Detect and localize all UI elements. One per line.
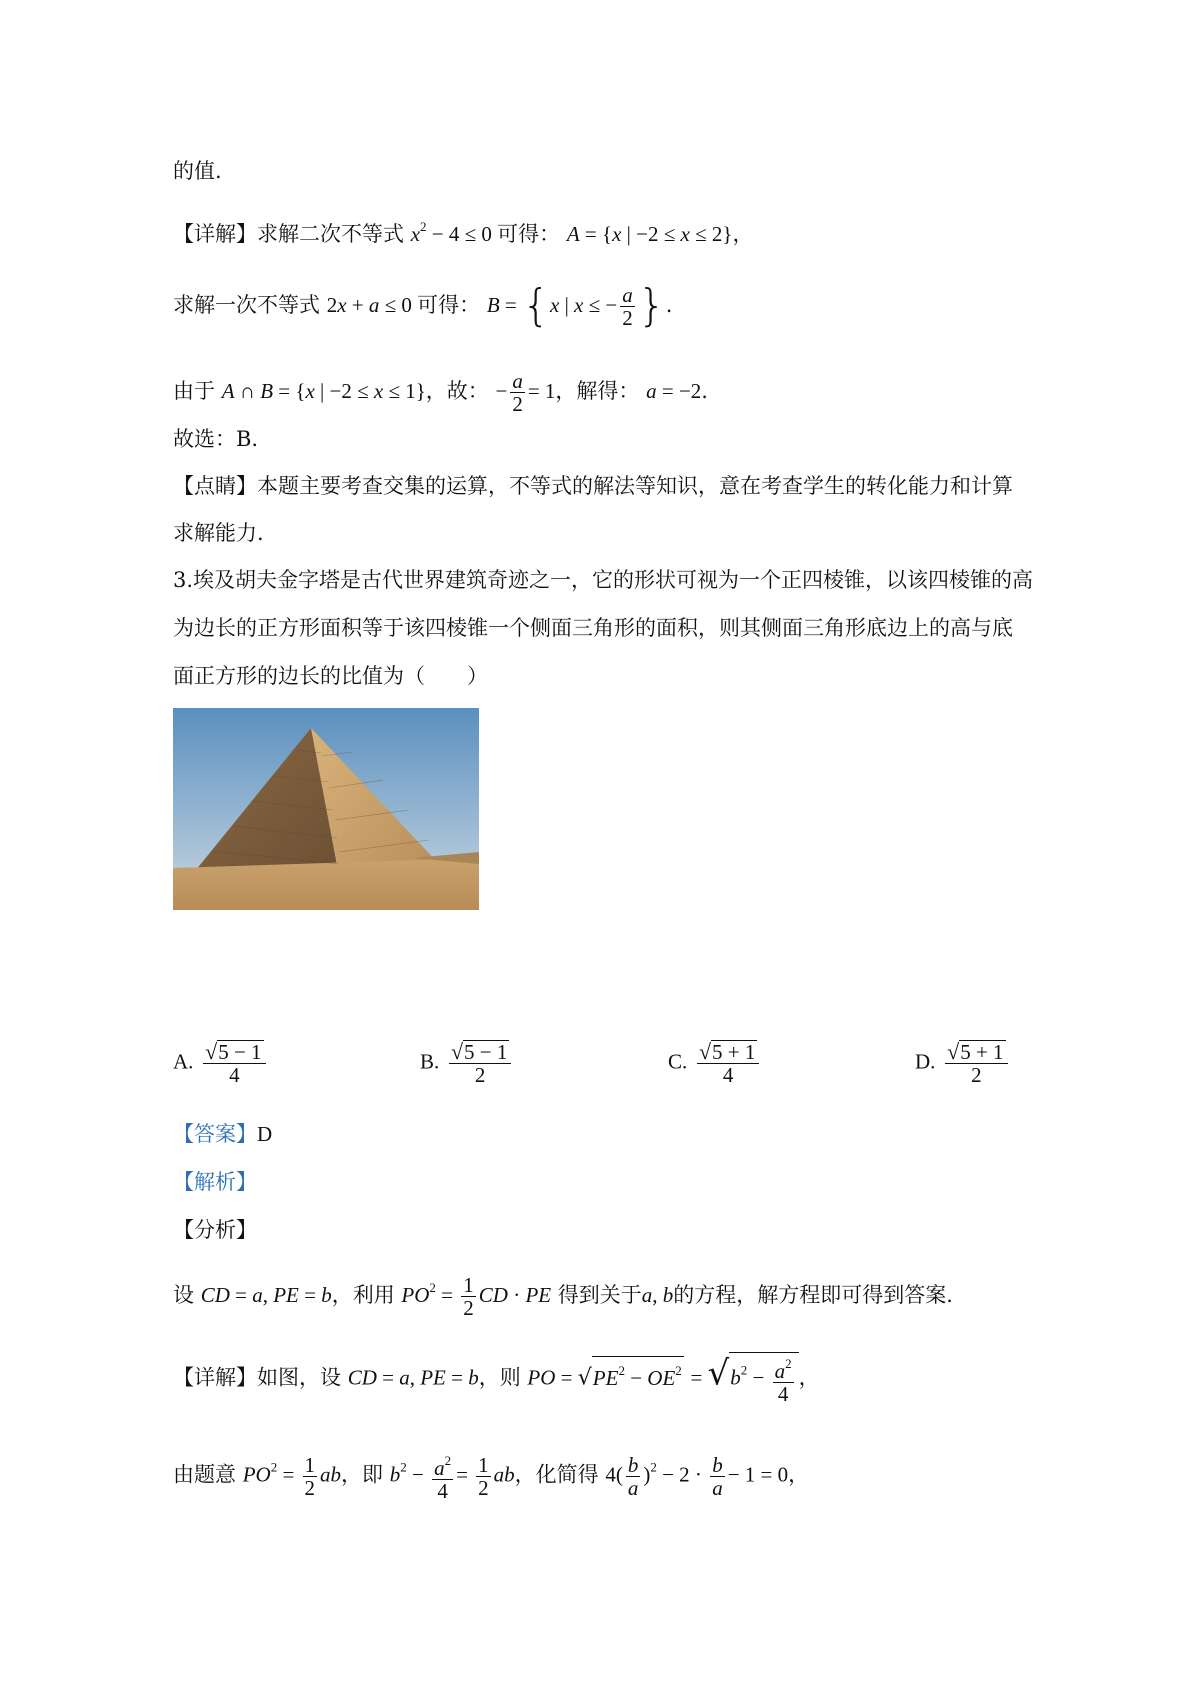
last-line: 由题意 $PO^2$ = $\frac{1}{2}$ ab，即 $b^2$ − $\frac{a^2}{4}$ = $\frac{1}{2}$ ab，化简得 4( $\frac{b}{a}$ )$^2$ − 2 · $\frac{b}{a}$ − 1 = 0， [173,1450,809,1502]
option-a: A. $\frac{√5 - 1}{4}$ [173,1040,269,1086]
analysis-line: 设 CD = a, PE = b，利用 $PO^2$ = $\frac{1}{2}$ CD · PE 得到关于a, b的方程，解方程即可得到答案. [173,1273,953,1320]
question-line-2: 为边长的正方形面积等于该四棱锥一个侧面三角形的面积，则其侧面三角形底边上的高与底 [173,616,1013,640]
answer-tag: 【答案】 [173,1122,257,1146]
detail2-tag: 【详解】 [173,1365,257,1390]
detail-tag: 【详解】 [173,222,257,246]
option-b: B. $\frac{√5 - 1}{2}$ [420,1040,514,1086]
option-d: D. $\frac{√5 + 1}{2}$ [915,1040,1011,1086]
question-line-1: 3.埃及胡夫金字塔是古代世界建筑奇迹之一，它的形状可视为一个正四棱锥，以该四棱锥的高 [173,568,1034,592]
choose-line: 故选：B. [173,427,259,451]
answer-line: 【答案】D [173,1122,273,1146]
fenxi-tag: 【分析】 [173,1218,257,1242]
comment-tag: 【点睛】 [173,474,257,498]
detail-line-3: 由于 A ∩ B = {x | −2 ≤ x ≤ 1}，故： − $\frac{a}{2}$ = 1，解得： a = −2. [173,369,708,416]
option-c: C. $\frac{√5 + 1}{4}$ [668,1040,762,1086]
jiexi-tag: 【解析】 [173,1170,257,1194]
detail-line-1: 【详解】求解二次不等式 $x^2 - 4 \le 0$ 可得： A = {x | −2 ≤ x ≤ 2}， [173,219,754,246]
pyramid-photo [173,708,479,910]
comment-line-2: 求解能力. [173,521,264,545]
text-line: 的值. [173,159,222,183]
detail2-line: 【详解】如图，设 CD = a, PE = b，则 PO = $√PE^2 - OE^2 = √b^2$ − $\frac{a^2}{4}$ ， [173,1353,820,1406]
question-line-3: 面正方形的边长的比值为（ ） [173,664,488,688]
detail-line-2: 求解一次不等式 2x + a ≤ 0 可得： B = {x | x ≤ − $\frac{a}{2}$ }. [173,280,673,331]
comment-line-1: 【点睛】本题主要考查交集的运算，不等式的解法等知识，意在考查学生的转化能力和计算 [173,474,1013,498]
